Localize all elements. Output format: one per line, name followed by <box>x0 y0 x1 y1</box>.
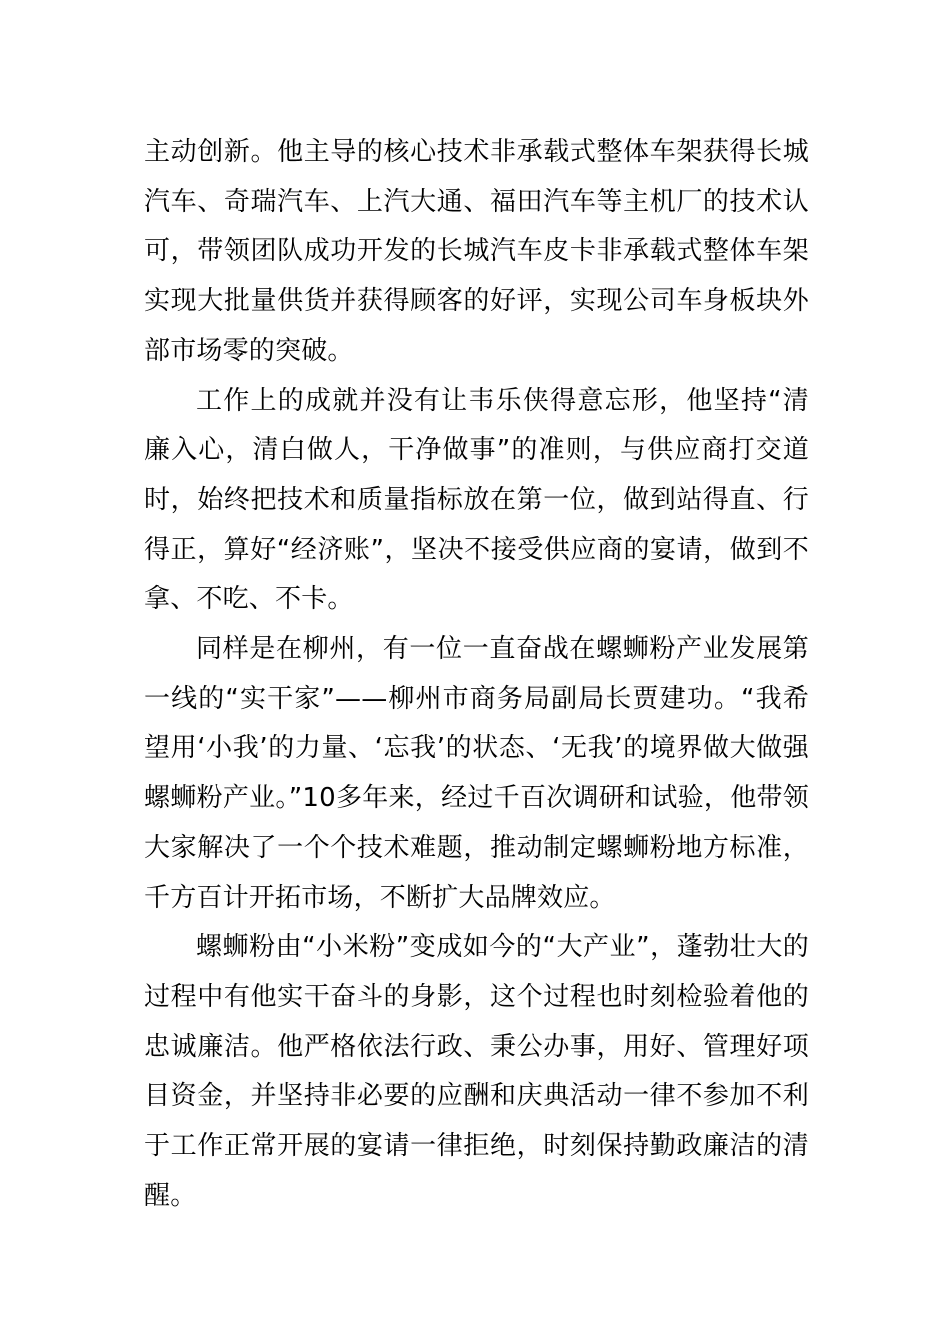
paragraph-4: 螺蛳粉由“小米粉”变成如今的“大产业”，蓬勃壮大的过程中有他实干奋斗的身影，这个过程也时刻检验着他的忠诚廉洁。他严格依法行政、秉公办事，用好、管理好项目资金，并坚持非必要的应酬和庆典活动一律不参加不利于工作正常开展的宴请一律拒绝，时刻保持勤政廉洁的清醒。 <box>144 932 809 1211</box>
paragraph-3: 同样是在柳州，有一位一直奋战在螺蛳粉产业发展第一线的“实干家”——柳州市商务局副局长贾建功。“我希望用‘小我’的力量、‘忘我’的状态、‘无我’的境界做大做强螺蛳粉产业。”10多年来，经过千百次调研和试验，他带领大家解决了一个个技术难题，推动制定螺蛳粉地方标准，千方百计开拓市场，不断扩大品牌效应。 <box>144 634 809 913</box>
paragraph-2: 工作上的成就并没有让韦乐侠得意忘形，他坚持“清廉入心，清白做人，干净做事”的准则，与供应商打交道时，始终把技术和质量指标放在第一位，做到站得直、行得正，算好“经济账”，坚决不接受供应商的宴请，做到不拿、不吃、不卡。 <box>144 385 809 615</box>
paragraph-1: 主动创新。他主导的核心技术非承载式整体车架获得长城汽车、奇瑞汽车、上汽大通、福田汽车等主机厂的技术认可，带领团队成功开发的长城汽车皮卡非承载式整体车架实现大批量供货并获得顾客的好评，实现公司车身板块外部市场零的突破。 <box>144 137 809 366</box>
article-body <box>144 128 809 1221</box>
